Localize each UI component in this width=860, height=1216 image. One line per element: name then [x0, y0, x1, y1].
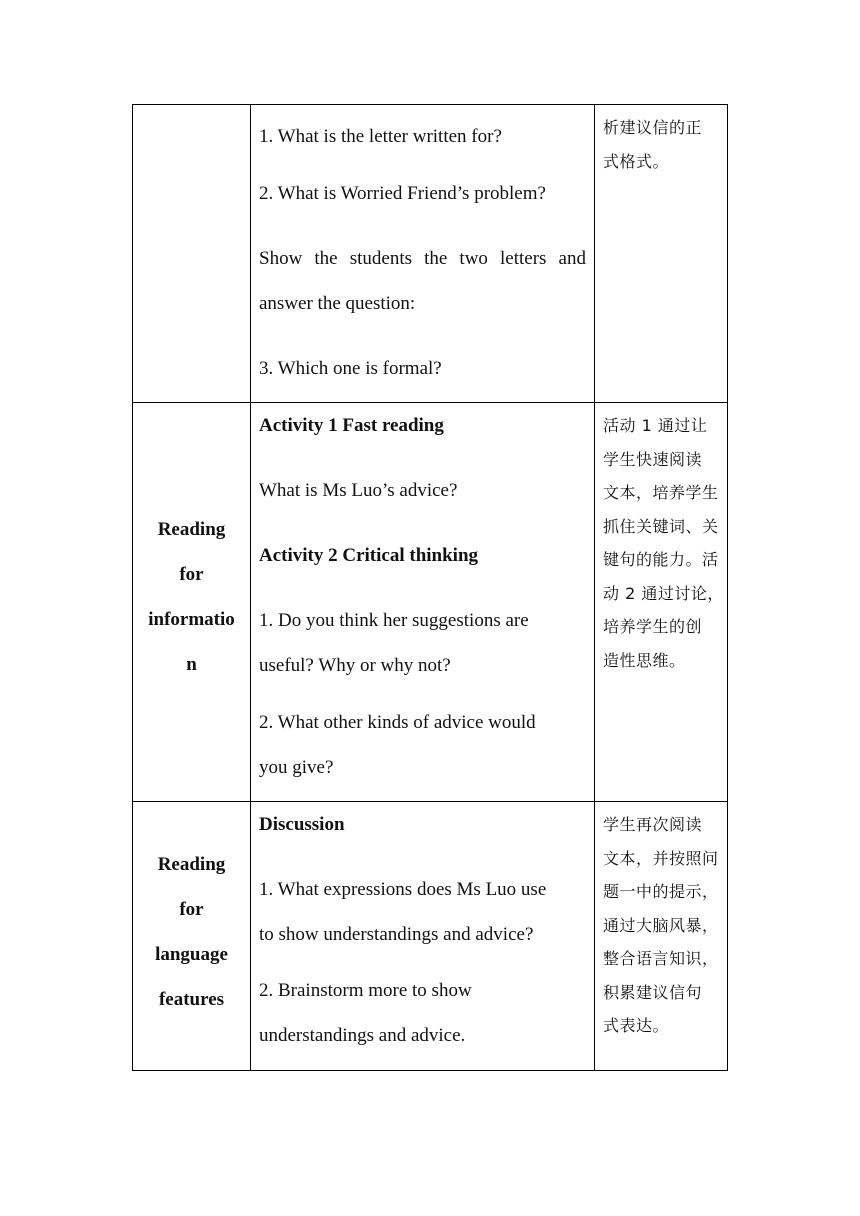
activity-heading: Discussion	[259, 814, 345, 835]
stage-cell	[133, 403, 251, 802]
question-text: 1. Do you think her suggestions are	[259, 610, 529, 631]
stage-label-line: n	[186, 654, 197, 675]
design-note	[603, 111, 721, 178]
activity-cell	[251, 802, 595, 1071]
note-line: 抓住关键词、关	[603, 516, 719, 536]
note-line: 活动 1 通过让	[603, 416, 708, 435]
stage-label-line: language	[155, 944, 228, 965]
question-text: useful? Why or why not?	[259, 655, 451, 676]
note-line: 动 2 通过讨论，	[603, 583, 724, 603]
note-line: 积累建议信句	[603, 982, 703, 1002]
note-line: 文本，培养学生	[603, 483, 719, 502]
question-text: What is Ms Luo’s advice?	[259, 480, 458, 501]
question-text: understandings and advice.	[259, 1025, 466, 1046]
lesson-plan-table	[132, 104, 728, 1071]
stage-label-line: features	[158, 989, 225, 1010]
stage-cell	[133, 105, 251, 403]
stage-label-line: Reading	[157, 519, 226, 540]
question-text: 2. What other kinds of advice would	[259, 712, 536, 733]
question-text: to show understandings and advice?	[259, 924, 534, 945]
stage-label-line: for	[179, 899, 204, 920]
note-line: 式表达。	[603, 1016, 670, 1035]
activity-cell	[251, 105, 595, 403]
stage-label	[133, 507, 250, 687]
note-line: 学生快速阅读	[603, 449, 703, 469]
design-note-cell	[595, 802, 728, 1071]
question-text: 2. What is Worried Friend’s problem?	[259, 183, 546, 204]
stage-label-line: for	[179, 564, 204, 585]
note-line: 造性思维。	[603, 650, 686, 670]
activity-heading: Activity 1 Fast reading	[259, 415, 444, 436]
note-line: 题一中的提示，	[603, 882, 719, 901]
note-line: 整合语言知识，	[603, 949, 719, 968]
stage-label	[133, 842, 250, 1022]
note-line: 学生再次阅读	[603, 815, 703, 834]
design-note	[603, 409, 724, 677]
question-text: 1. What is the letter written for?	[259, 126, 502, 147]
table-row	[133, 802, 728, 1071]
stage-cell	[133, 802, 251, 1071]
question-text: 2. Brainstorm more to show	[259, 980, 472, 1001]
table-row	[133, 105, 728, 403]
question-text: 3. Which one is formal?	[259, 358, 442, 379]
note-line: 析建议信的正	[603, 118, 703, 137]
note-line: 文本，并按照问	[603, 848, 719, 868]
design-note	[603, 808, 721, 1043]
stage-label-line: informatio	[148, 609, 235, 630]
note-line: 式格式。	[603, 151, 670, 171]
question-text: 1. What expressions does Ms Luo use	[259, 879, 547, 900]
question-text: you give?	[259, 757, 334, 778]
table-row	[133, 403, 728, 802]
activity-cell	[251, 403, 595, 802]
stage-label-line: Reading	[157, 854, 226, 875]
note-line: 键句的能力。活	[603, 550, 719, 569]
note-line: 培养学生的创	[603, 617, 703, 636]
design-note-cell	[595, 105, 728, 403]
design-note-cell	[595, 403, 728, 802]
activity-heading: Activity 2 Critical thinking	[259, 545, 479, 566]
instruction-text: Show the students the two letters and	[259, 248, 586, 269]
instruction-text: answer the question:	[259, 293, 416, 314]
note-line: 通过大脑风暴，	[603, 915, 719, 935]
